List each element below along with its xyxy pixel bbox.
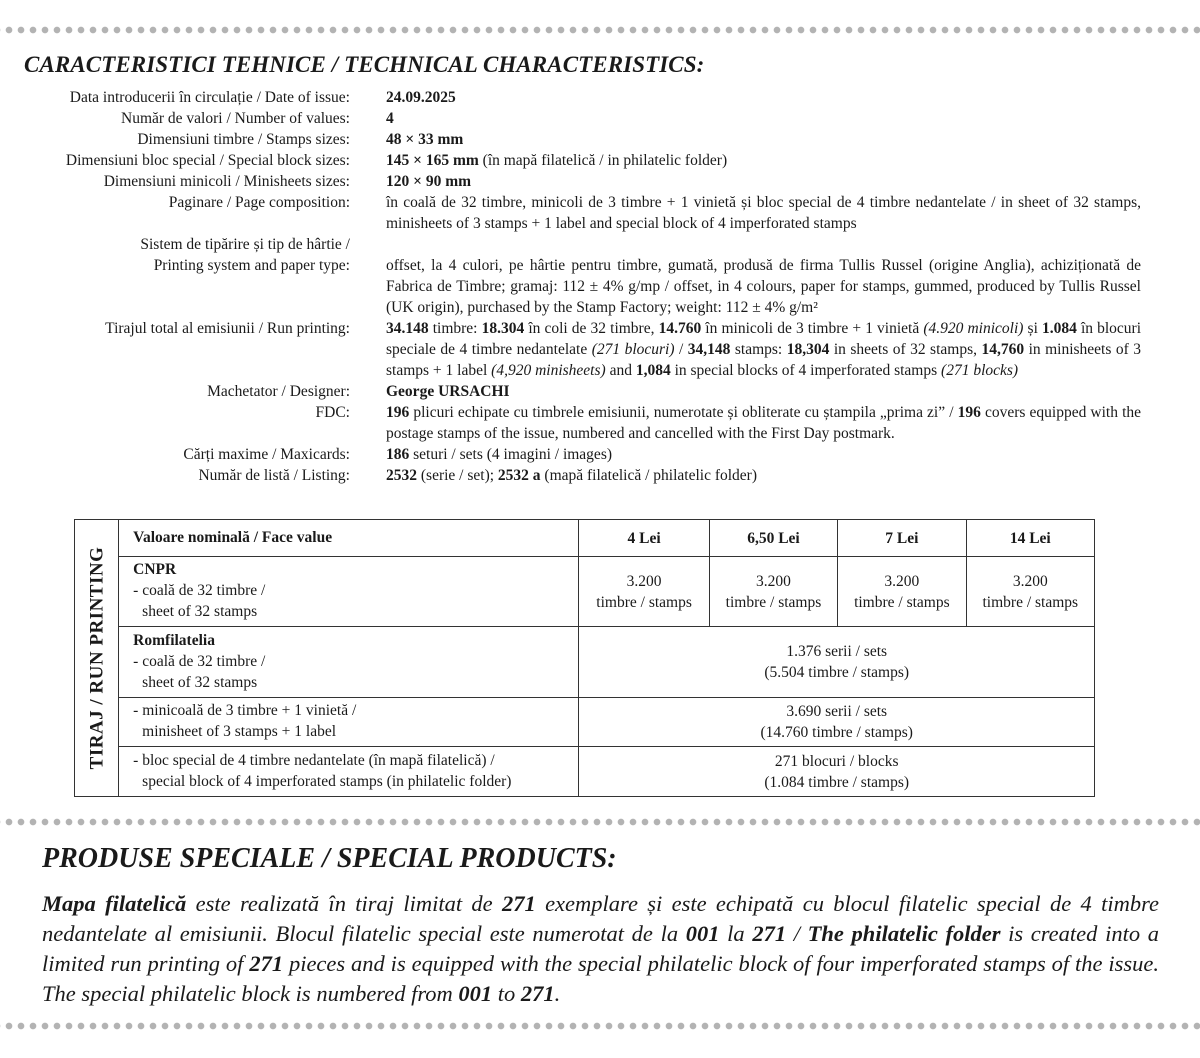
top-dotted-divider — [0, 26, 1200, 34]
spec-row-printing — [0, 255, 1200, 318]
spec-value: 120 × 90 mm — [386, 173, 472, 190]
face-value-14-lei: 14 Lei — [966, 520, 1094, 557]
face-value-4-lei: 4 Lei — [579, 520, 709, 557]
spec-value: offset, la 4 culori, pe hârtie pentru timbre, gumată, produsă de firma Tullis Russel (origine Anglia), achiziționată de Fabrica de Timbre; gramaj: 112 ± 4% g/mp / offset, in 4 colours, paper for stamps, gummed, produced by Tullis Russel (UK origin), purchased by the Stamp Factory; weight: 112 ± 4% g/m² — [386, 257, 1141, 316]
spec-row-designer — [0, 381, 1200, 402]
spec-value-note: (în mapă filatelică / in philatelic folder) — [478, 152, 728, 169]
face-value-6-50-lei: 6,50 Lei — [709, 520, 837, 557]
spec-value: 34.148 timbre: 18.304 în coli de 32 timbre, 14.760 în minicoli de 3 timbre + 1 vinietă (4.920 minicoli) și 1.084 în blocuri speciale de 4 timbre nedantelate (271 blocuri) / 34,148 stamps: 18,304 in sheets of 32 stamps, 14,760 in minisheets of 3 stamps + 1 label (4,920 minisheets) and 1,084 in special blocks of 4 imperforated stamps (271 blocks) — [386, 320, 1142, 379]
special-products-title: PRODUSE SPECIALE / SPECIAL PRODUCTS: — [42, 843, 617, 874]
spec-value: 196 plicuri echipate cu timbrele emisiunii, numerotate și obliterate cu ștampila „prima zi” / 196 covers equipped with the postage stamps of the issue, numbered and cancelled with the First Day postmark. — [386, 404, 1142, 442]
row-description: CNPR - coală de 32 timbre / sheet of 32 stamps — [119, 557, 579, 627]
spec-row-date — [0, 87, 1200, 108]
spec-row-maxicards — [0, 444, 1200, 465]
table-cell: 3.200 timbre / stamps — [709, 557, 837, 627]
table-cell: 3.200 timbre / stamps — [966, 557, 1094, 627]
row-description: - bloc special de 4 timbre nedantelate (în mapă filatelică) / special block of 4 imperforated stamps (in philatelic folder) — [119, 747, 579, 797]
spec-value: 48 × 33 mm — [386, 131, 464, 148]
technical-characteristics-title: CARACTERISTICI TEHNICE / TECHNICAL CHARACTERISTICS: — [24, 52, 705, 77]
row-description: Romfilatelia - coală de 32 timbre / sheet of 32 stamps — [119, 627, 579, 698]
row-description: - minicoală de 3 timbre + 1 vinietă / minisheet of 3 stamps + 1 label — [119, 698, 579, 747]
spec-value: George URSACHI — [386, 383, 510, 400]
spec-value: 2532 (serie / set); 2532 a (mapă filatelică / philatelic folder) — [386, 467, 758, 484]
table-row-romfilatelia — [75, 627, 1095, 698]
table-row-minisheet — [75, 698, 1095, 747]
table-cell: 3.200 timbre / stamps — [838, 557, 966, 627]
special-products-paragraph: Mapa filatelică este realizată în tiraj limitat de 271 exemplare și este echipată cu blocul filatelic special de 4 timbre nedantelate al emisiunii. Blocul filatelic special este numerotat de la 001 la 271 / The philatelic folder is created into a limited run printing of 271 pieces and is equipped with the special philatelic block of four imperforated stamps of the issue. The special philatelic block is numbered from 001 to 271. — [42, 891, 1159, 1006]
spec-label: Dimensiuni timbre / Stamps sizes: — [137, 131, 350, 148]
spec-label: Machetator / Designer: — [207, 383, 350, 400]
table-row-special-block — [75, 747, 1095, 797]
side-label-cell — [75, 520, 119, 797]
table-header-row — [75, 520, 1095, 557]
spec-row-page — [0, 192, 1200, 234]
table-cell: 3.690 serii / sets (14.760 timbre / stamps) — [579, 698, 1095, 747]
spec-label: Dimensiuni bloc special / Special block sizes: — [65, 152, 350, 169]
spec-value: 145 × 165 mm — [386, 152, 479, 169]
face-value-header: Valoare nominală / Face value — [119, 520, 579, 557]
table-cell: 3.200 timbre / stamps — [579, 557, 709, 627]
spec-row-printing-label-1 — [0, 234, 1200, 255]
spec-row-block-size — [0, 150, 1200, 171]
spec-row-fdc — [0, 402, 1200, 444]
spec-label: Număr de valori / Number of values: — [121, 110, 350, 127]
spec-value: 186 seturi / sets (4 imagini / images) — [386, 446, 613, 463]
spec-row-run — [0, 318, 1200, 381]
spec-row-listing — [0, 465, 1200, 486]
spec-label: Număr de listă / Listing: — [198, 467, 350, 484]
spec-value: în coală de 32 timbre, minicoli de 3 timbre + 1 vinietă și bloc special de 4 timbre nedantelate / in sheet of 32 stamps, minisheets of 3 stamps + 1 label and special block of 4 imperforated stamps — [386, 194, 1141, 232]
spec-label: Dimensiuni minicoli / Minisheets sizes: — [103, 173, 350, 190]
run-printing-table — [74, 519, 1095, 797]
spec-row-minisheet-size — [0, 171, 1200, 192]
table-cell: 271 blocuri / blocks (1.084 timbre / stamps) — [579, 747, 1095, 797]
spec-label: Data introducerii în circulație / Date of issue: — [69, 89, 350, 106]
spec-label: Sistem de tipărire și tip de hârtie / — [140, 236, 350, 253]
spec-label: Tirajul total al emisiunii / Run printing: — [105, 320, 350, 337]
spec-label: Cărți maxime / Maxicards: — [183, 446, 350, 463]
spec-label: Printing system and paper type: — [153, 257, 350, 274]
spec-row-stamp-size — [0, 129, 1200, 150]
side-label: TIRAJ / RUN PRINTING — [86, 546, 108, 770]
spec-row-values — [0, 108, 1200, 129]
spec-label: Paginare / Page composition: — [168, 194, 350, 211]
face-value-7-lei: 7 Lei — [838, 520, 966, 557]
spec-value: 4 — [386, 110, 394, 127]
spec-value: 24.09.2025 — [386, 89, 456, 106]
bottom-dotted-divider — [0, 1022, 1200, 1030]
spec-label: FDC: — [315, 404, 350, 421]
table-row-cnpr — [75, 557, 1095, 627]
table-cell: 1.376 serii / sets (5.504 timbre / stamps) — [579, 627, 1095, 698]
technical-specs — [0, 87, 1200, 486]
distributor-name: CNPR — [133, 561, 177, 578]
middle-dotted-divider — [0, 818, 1200, 826]
distributor-name: Romfilatelia — [133, 631, 215, 649]
